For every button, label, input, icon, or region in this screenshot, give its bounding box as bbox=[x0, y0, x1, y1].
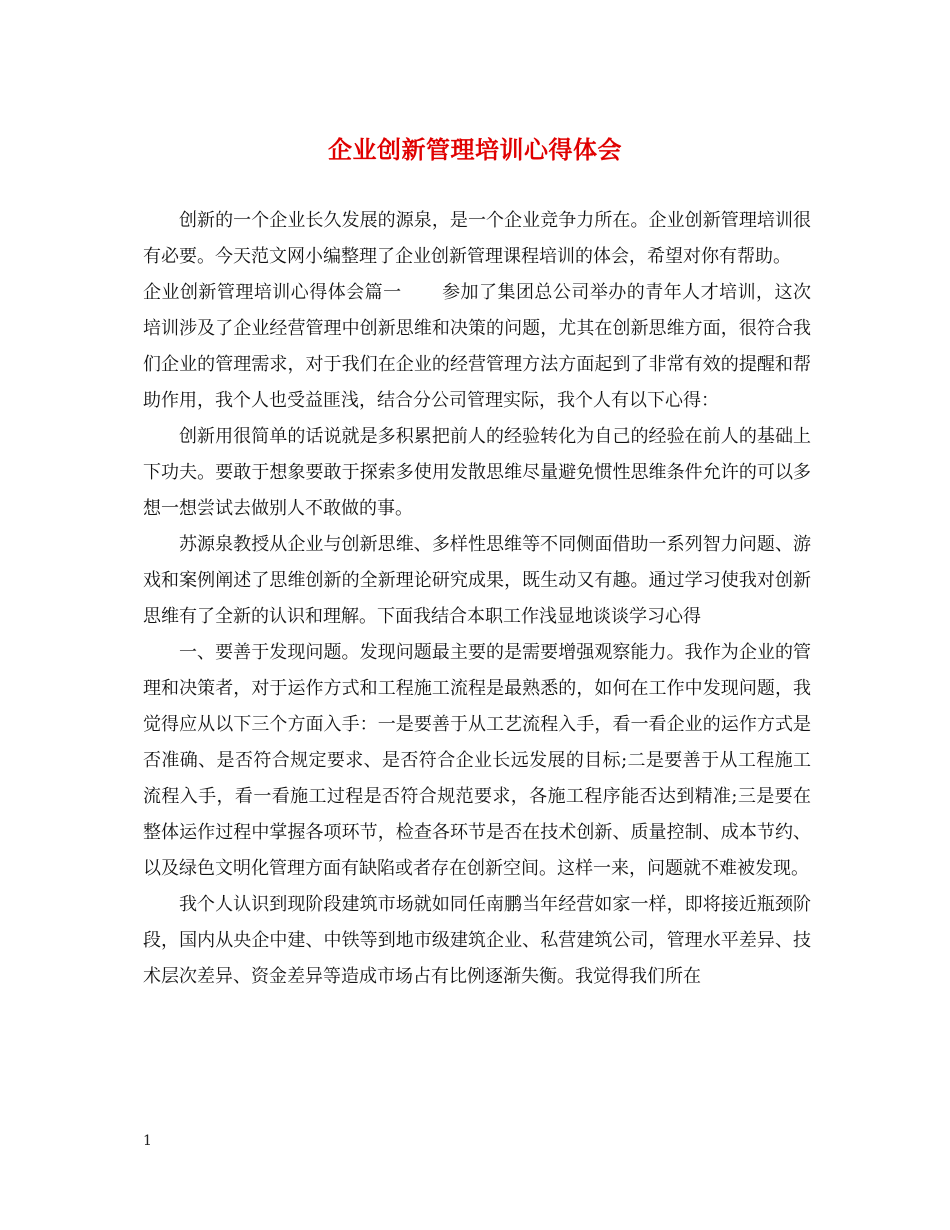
section-one-text: 参加了集团总公司举办的青年人才培训，这次培训涉及了企业经营管理中创新思维和决策的问题，尤其在创新思维方面，很符合我们企业的管理需求，对于我们在企业的经营管理方法方面起到了非常有效的提醒和帮助作用，我个人也受益匪浅，结合分公司管理实际，我个人有以下心得： bbox=[143, 282, 812, 411]
paragraph-discover-problems: 一、要善于发现问题。发现问题最主要的是需要增强观察能力。我作为企业的管理和决策者，对于运作方式和工程施工流程是最熟悉的，如何在工作中发现问题，我觉得应从以下三个方面入手：一是要善于从工艺流程入手，看一看企业的运作方式是否准确、是否符合规定要求、是否符合企业长远发展的目标;二是要善于从工程施工流程入手，看一看施工过程是否符合规范要求，各施工程序能否达到精准;三是要在整体运作过程中掌握各项环节，检查各环节是否在技术创新、质量控制、成本节约、以及绿色文明化管理方面有缺陷或者存在创新空间。这样一来，问题就不难被发现。 bbox=[143, 642, 811, 879]
page-number: 1 bbox=[143, 1133, 152, 1149]
paragraph-professor-lecture: 苏源泉教授从企业与创新思维、多样性思维等不同侧面借助一系列智力问题、游戏和案例阐述了思维创新的全新理论研究成果，既生动又有趣。通过学习使我对创新思维有了全新的认识和理解。下面我结合本职工作浅显地谈谈学习心得 bbox=[143, 534, 811, 627]
paragraph-section-one bbox=[143, 275, 811, 419]
paragraph-innovation-definition: 创新用很简单的话说就是多积累把前人的经验转化为自己的经验在前人的基础上下功夫。要敢于想象要敢于探索多使用发散思维尽量避免惯性思维条件允许的可以多想一想尝试去做别人不敢做的事。 bbox=[143, 426, 811, 519]
paragraph-intro: 创新的一个企业长久发展的源泉，是一个企业竞争力所在。企业创新管理培训很有必要。今天范文网小编整理了企业创新管理课程培训的体会，希望对你有帮助。 bbox=[143, 210, 811, 267]
paragraph-market-analysis: 我个人认识到现阶段建筑市场就如同任南鹏当年经营如家一样，即将接近瓶颈阶段，国内从央企中建、中铁等到地市级建筑企业、私营建筑公司，管理水平差异、技术层次差异、资金差异等造成市场占有比例逐渐失衡。我觉得我们所在 bbox=[143, 894, 811, 987]
document-title: 企业创新管理培训心得体会 bbox=[328, 135, 622, 164]
document-body bbox=[143, 203, 811, 995]
section-heading: 企业创新管理培训心得体会篇一 bbox=[143, 282, 402, 303]
